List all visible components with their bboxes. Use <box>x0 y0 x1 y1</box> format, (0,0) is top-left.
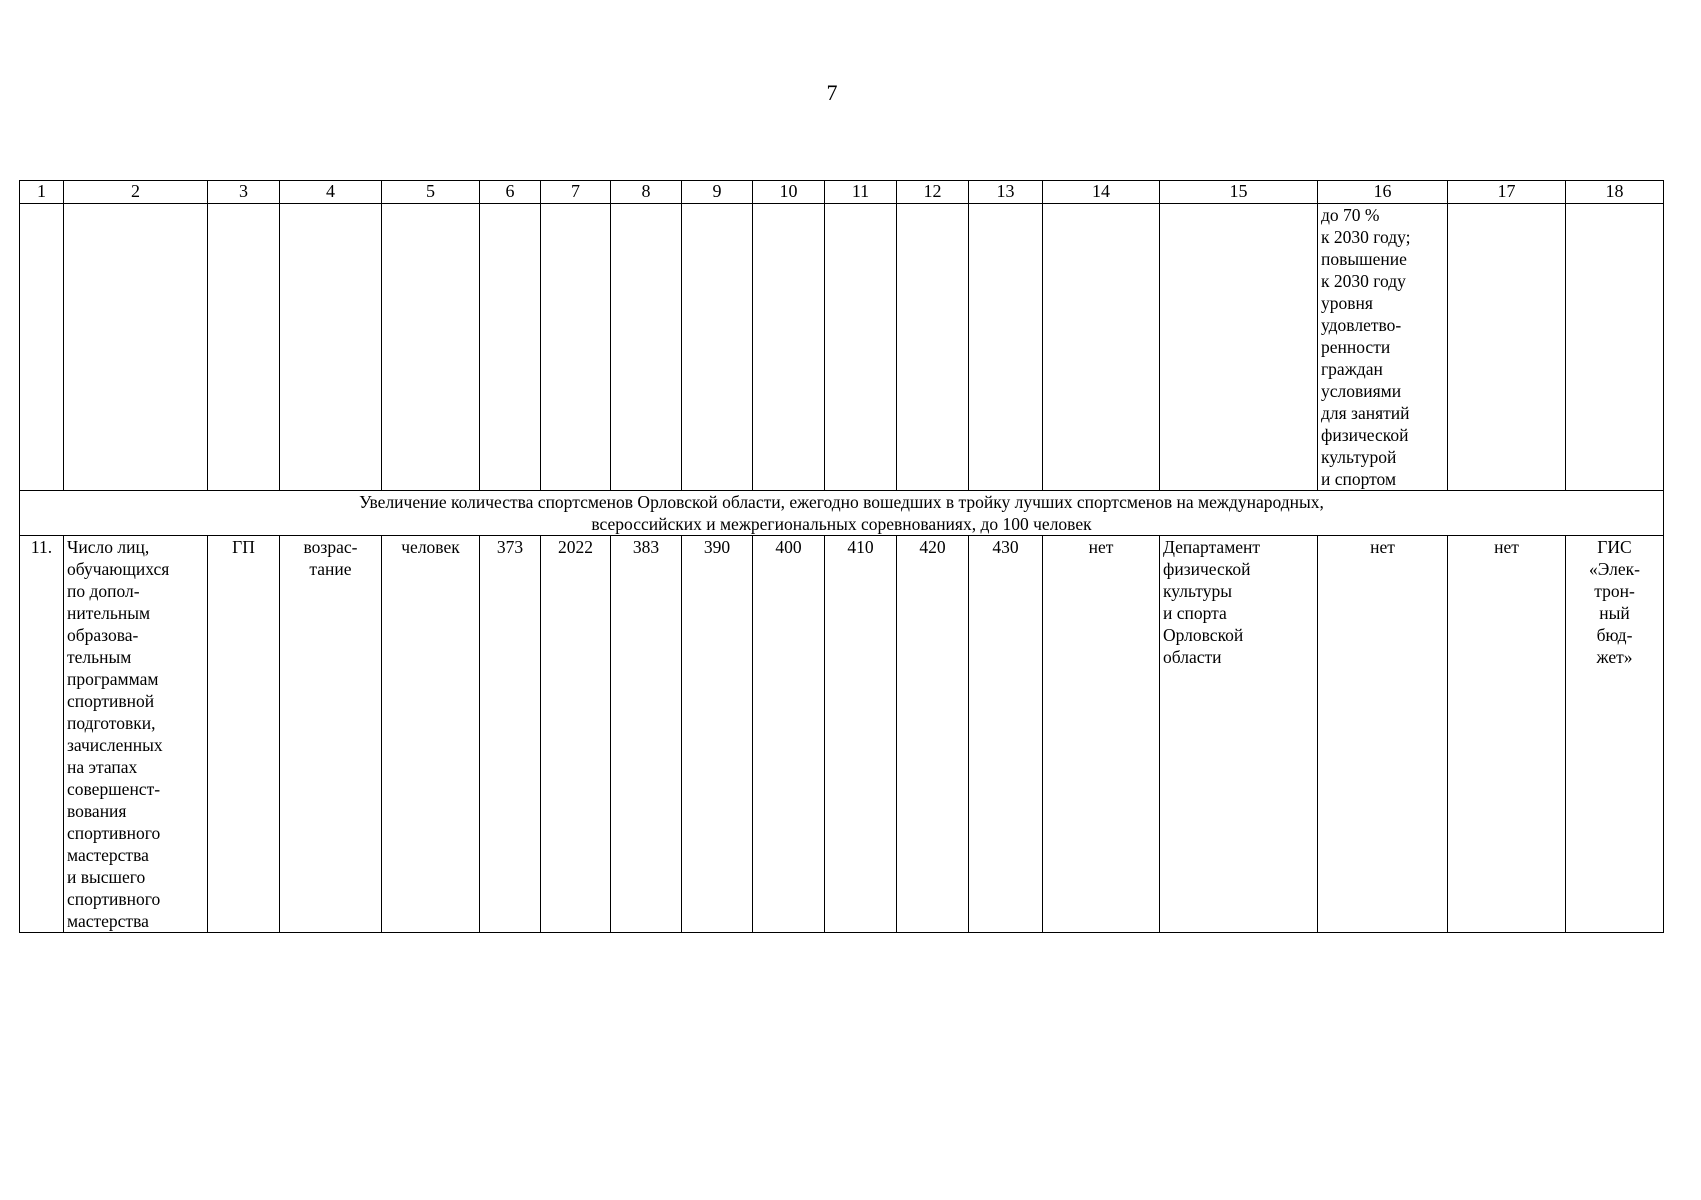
column-number: 9 <box>682 181 753 204</box>
responsible-org <box>1160 536 1318 933</box>
text-line: культуры <box>1163 581 1232 601</box>
indicators-table <box>19 180 1664 933</box>
text-line: жет» <box>1596 647 1633 667</box>
text-line: до 70 % <box>1321 205 1380 225</box>
row-number: 11. <box>20 536 64 933</box>
section-heading-line: Увеличение количества спортсменов Орловской области, ежегодно вошедших в тройку лучших спортсменов на международных, <box>359 492 1324 512</box>
text-line: Орловской <box>1163 625 1244 645</box>
empty-cell <box>382 204 480 491</box>
column-number: 12 <box>897 181 969 204</box>
text-line: зачисленных <box>67 735 163 755</box>
continuation-row <box>20 204 1664 491</box>
column-number: 17 <box>1448 181 1566 204</box>
text-line: повышение <box>1321 249 1407 269</box>
empty-cell <box>611 204 682 491</box>
text-line: к 2030 году; <box>1321 227 1411 247</box>
empty-cell <box>280 204 382 491</box>
value-cell: 420 <box>897 536 969 933</box>
text-line: ный <box>1599 603 1630 623</box>
section-heading-row <box>20 491 1664 536</box>
empty-cell <box>64 204 208 491</box>
text-line: «Элек- <box>1589 559 1640 579</box>
column-number: 14 <box>1043 181 1160 204</box>
text-line: по допол- <box>67 581 140 601</box>
text-line: условиями <box>1321 381 1402 401</box>
text-line: для занятий <box>1321 403 1410 423</box>
text-line: и высшего <box>67 867 146 887</box>
text-line: на этапах <box>67 757 138 777</box>
section-heading-line: всероссийских и межрегиональных соревнованиях, до 100 человек <box>591 514 1092 534</box>
text-line: физической <box>1163 559 1251 579</box>
value-cell: 430 <box>969 536 1043 933</box>
column-number: 7 <box>541 181 611 204</box>
text-line: обучающихся <box>67 559 170 579</box>
column-number: 5 <box>382 181 480 204</box>
column-number: 3 <box>208 181 280 204</box>
text-line: спортивного <box>67 889 161 909</box>
indicator-name <box>64 536 208 933</box>
text-line: бюд- <box>1596 625 1633 645</box>
text-cell: нет <box>1043 536 1160 933</box>
empty-cell <box>1448 204 1566 491</box>
empty-cell <box>1566 204 1664 491</box>
text-line: Департамент <box>1163 537 1261 557</box>
continuation-text-cell <box>1318 204 1448 491</box>
column-number: 6 <box>480 181 541 204</box>
info-system <box>1566 536 1664 933</box>
value-cell: 390 <box>682 536 753 933</box>
text-line: возрас- <box>303 537 358 557</box>
column-number: 2 <box>64 181 208 204</box>
text-line: уровня <box>1321 293 1373 313</box>
column-number: 13 <box>969 181 1043 204</box>
text-line: спортивного <box>67 823 161 843</box>
empty-cell <box>753 204 825 491</box>
unit-cell: человек <box>382 536 480 933</box>
text-line: трон- <box>1594 581 1635 601</box>
empty-cell <box>480 204 541 491</box>
column-number: 1 <box>20 181 64 204</box>
base-year: 2022 <box>541 536 611 933</box>
text-line: вования <box>67 801 127 821</box>
text-cell: нет <box>1448 536 1566 933</box>
empty-cell <box>897 204 969 491</box>
empty-cell <box>682 204 753 491</box>
text-line: ренности <box>1321 337 1391 357</box>
section-heading <box>20 491 1664 536</box>
column-number: 16 <box>1318 181 1448 204</box>
column-number: 18 <box>1566 181 1664 204</box>
text-line: физической <box>1321 425 1409 445</box>
value-cell: 400 <box>753 536 825 933</box>
text-line: программам <box>67 669 159 689</box>
empty-cell <box>1160 204 1318 491</box>
page-number: 7 <box>826 80 838 105</box>
column-number: 10 <box>753 181 825 204</box>
text-line: Число лиц, <box>67 537 150 557</box>
text-line: области <box>1163 647 1222 667</box>
text-line: нительным <box>67 603 151 623</box>
indicator-trend <box>280 536 382 933</box>
text-line: мастерства <box>67 911 149 931</box>
text-line: граждан <box>1321 359 1383 379</box>
text-line: и спорта <box>1163 603 1227 623</box>
empty-cell <box>541 204 611 491</box>
value-cell: 383 <box>611 536 682 933</box>
empty-cell <box>208 204 280 491</box>
empty-cell <box>825 204 897 491</box>
text-line: тание <box>309 559 352 579</box>
column-number: 15 <box>1160 181 1318 204</box>
empty-cell <box>1043 204 1160 491</box>
text-line: совершенст- <box>67 779 161 799</box>
table-row <box>20 536 1664 933</box>
value-cell: 410 <box>825 536 897 933</box>
text-line: образова- <box>67 625 139 645</box>
text-line: спортивной <box>67 691 155 711</box>
text-line: тельным <box>67 647 132 667</box>
column-number: 4 <box>280 181 382 204</box>
text-line: удовлетво- <box>1321 315 1402 335</box>
text-cell: нет <box>1318 536 1448 933</box>
text-line: и спортом <box>1321 469 1397 489</box>
column-number-row <box>20 181 1664 204</box>
indicator-level: ГП <box>208 536 280 933</box>
empty-cell <box>20 204 64 491</box>
column-number: 11 <box>825 181 897 204</box>
text-line: культурой <box>1321 447 1397 467</box>
text-line: подготовки, <box>67 713 156 733</box>
empty-cell <box>969 204 1043 491</box>
text-line: к 2030 году <box>1321 271 1406 291</box>
text-line: мастерства <box>67 845 149 865</box>
text-line: ГИС <box>1597 537 1632 557</box>
base-value: 373 <box>480 536 541 933</box>
column-number: 8 <box>611 181 682 204</box>
